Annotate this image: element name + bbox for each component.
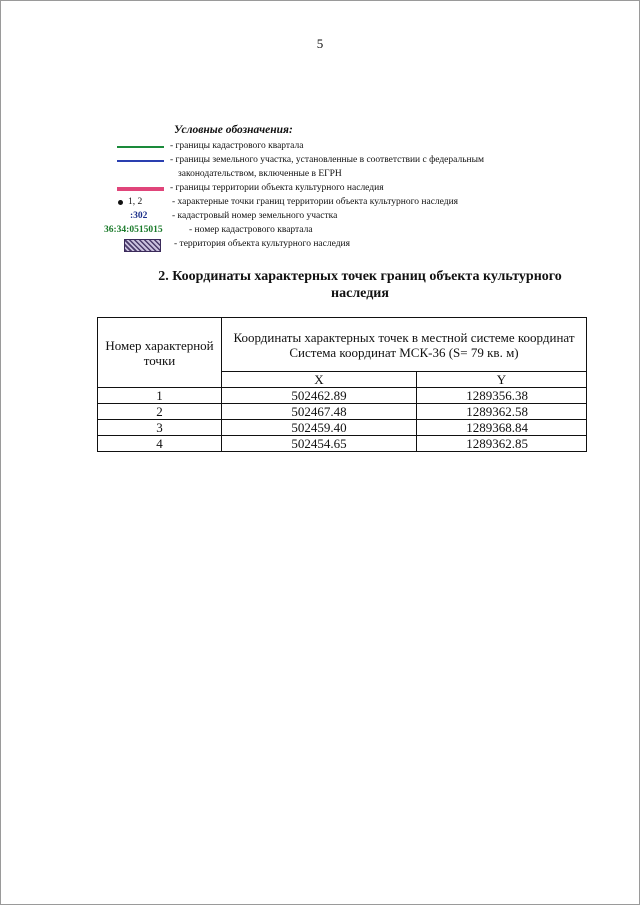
legend-item-continuation — [0, 168, 640, 182]
legend-text: - кадастровый номер земельного участка — [172, 211, 338, 221]
legend-text: - территория объекта культурного наследия — [174, 239, 350, 249]
legend-item-quarter-number — [0, 224, 640, 238]
header-point-number: Номер характерной точки — [98, 318, 222, 388]
point-label: 1, 2 — [128, 197, 143, 207]
header-x: X — [222, 372, 417, 388]
cell-num: 1 — [98, 388, 222, 404]
legend-item-characteristic-points — [0, 196, 640, 210]
cell-x: 502454.65 — [222, 436, 417, 452]
legend-text: - границы кадастрового квартала — [170, 141, 304, 151]
table-row — [98, 420, 587, 436]
section-heading-line2: наследия — [331, 286, 389, 301]
hatch-swatch — [124, 239, 161, 252]
header-y: Y — [417, 372, 587, 388]
cell-num: 3 — [98, 420, 222, 436]
legend-title: Условные обозначения: — [174, 124, 293, 136]
quarter-number-label: 36:34:0515015 — [104, 225, 163, 235]
section-heading — [130, 268, 590, 302]
green-line-swatch — [117, 146, 164, 148]
header-coordinates — [222, 318, 587, 372]
legend-item-heritage-boundary — [0, 182, 640, 196]
point-marker-icon — [118, 200, 123, 205]
cell-num: 4 — [98, 436, 222, 452]
legend-item-heritage-territory — [0, 238, 640, 252]
cell-y: 1289362.85 — [417, 436, 587, 452]
cell-y: 1289362.58 — [417, 404, 587, 420]
blue-line-swatch — [117, 160, 164, 162]
legend-text: - границы территории объекта культурного наследия — [170, 183, 384, 193]
legend-item-parcel-number — [0, 210, 640, 224]
cell-x: 502467.48 — [222, 404, 417, 420]
header-coordinates-line2: Система координат МСК-36 (S= 79 кв. м) — [289, 344, 519, 360]
cell-x: 502462.89 — [222, 388, 417, 404]
page-number: 5 — [316, 36, 324, 51]
table-row — [98, 436, 587, 452]
legend-text: - характерные точки границ территории объекта культурного наследия — [172, 197, 459, 207]
cell-y: 1289356.38 — [417, 388, 587, 404]
coordinates-table — [97, 317, 587, 452]
cell-y: 1289368.84 — [417, 420, 587, 436]
table-row — [98, 388, 587, 404]
legend-text: законодательством, включенные в ЕГРН — [178, 169, 342, 179]
cell-x: 502459.40 — [222, 420, 417, 436]
table-row — [98, 404, 587, 420]
section-heading-line1: 2. Координаты характерных точек границ объекта культурного — [158, 269, 562, 284]
header-coordinates-line1: Координаты характерных точек в местной системе координат — [233, 329, 575, 345]
legend-item-parcel-boundary — [0, 154, 640, 168]
legend-text: - номер кадастрового квартала — [189, 225, 313, 235]
parcel-number-label: :302 — [130, 211, 148, 221]
legend-item-quarter-boundary — [0, 140, 640, 154]
cell-num: 2 — [98, 404, 222, 420]
legend-text: - границы земельного участка, установленные в соответствии с федеральным — [170, 155, 485, 165]
table-header-row — [98, 318, 587, 372]
pink-line-swatch — [117, 187, 164, 191]
